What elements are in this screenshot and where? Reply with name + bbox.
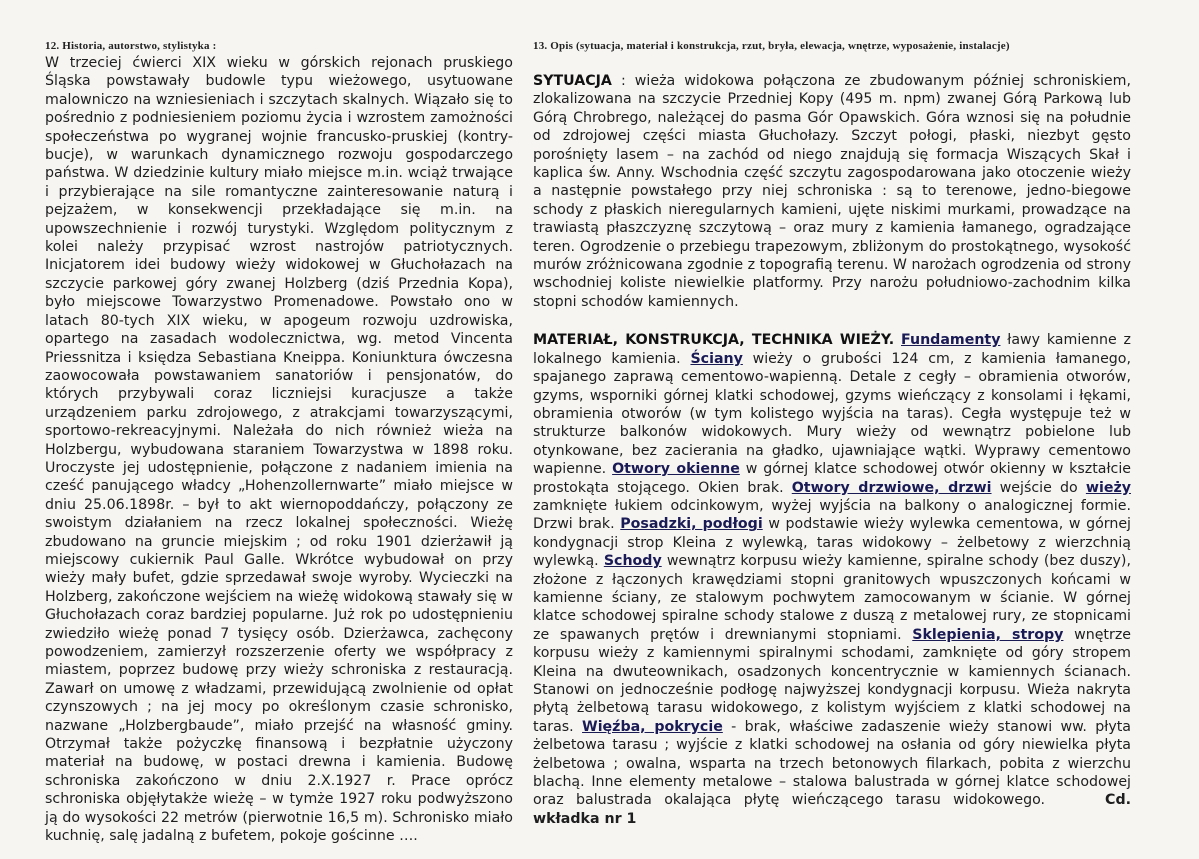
posadzki-text: w podstawie wieży wylewka cementowa, w górnej kondygnacji strop Kleina z wylewką, taras widokowy – żelbetowy z wierzchnią wylewką. xyxy=(533,516,1132,570)
posadzki-label: Posadzki, podłogi xyxy=(620,516,763,533)
otwory-drzwiowe-text-1: wejście do xyxy=(991,479,1086,496)
wiezba-label: Więźba, pokrycie xyxy=(582,718,723,735)
sciany-text: wieży o grubości 124 cm, z kamienia łamanego, spajanego zaprawą cementowo-wapienną. Detale z cegły – obramienia otworów, gzyms, wsporniki górnej klatki schodowej, gzyms wieńczący z konsolami i łękami, obramienia otworów (w tym kolistego wyjścia na taras). Cegła występuje też w strukturze balkonów widokowych. Mury wieży od wewnątrz pobielone lub otynkowane, bez zacierania na gładko, ujawniające wątki. Wyprawy cementowo wapienne. xyxy=(533,350,1131,478)
sklepienia-text: wnętrze korpusu wieży z kamiennymi spiralnymi schodami, zamknięte od góry stropem Kleina na dwuteownikach, osadzonych koncentrycznie w kamiennych ścianach. Stanowi on jednocześnie podłogę najwyższej kondygnacji korpusu. Wieża nakryta płytą żelbetową tarasu widokowego, z kolistym wyjściem z klatki schodowej na taras. xyxy=(533,626,1131,735)
otwory-okienne-label: Otwory okienne xyxy=(612,461,740,478)
material-paragraph xyxy=(533,331,1131,828)
section-12-body: W trzeciej ćwierci XIX wieku w górskich rejonach pruskiego Śląska powstawały budowle typu wieżowego, usytuowane malowniczo na wzniesieniach i szczytach skalnych. Wiązało się to pośrednio z podniesieniem poziomu życia i wzrostem zamożności społeczeństwa po wygranej wojnie francusko-pruskiej (kontry-bucje), w warunkach dynamicznego rozwoju gospodarczego państwa. W dziedzinie kultury miało miejsce m.in. wciąż trwające i przybierające na sile romantyczne zainteresowanie naturą i pejzażem, w konsekwencji przekładające się m.in. na upowszechnienie i rozwój turystyki. Względom politycznym z kolei należy przypisać wzrost nastrojów patriotycznych. Inicjatorem idei budowy wieży widokowej w Głuchołazach na szczycie parkowej góry zwanej Holzberg (dziś Przednia Kopa), było miejscowe Towarzystwo Promenadowe. Powstało ono w latach 80-tych XIX wieku, w apogeum rozwoju uzdrowiska, opartego na zasadach wodolecznictwa, wg. metod Vincenta Priessnitza i księdza Sebastiana Kneippa. Koniunktura ówczesna zaowocowała powstawaniem sanatoriów i pensjonatów, do których przybywali coraz liczniejsi kuracjusze a także urządzeniem parku zdrojowego, z atrakcjami towarzyszącymi, sportowo-rekreacyjnymi. Należała do nich również wieża na Holzbergu, wybudowana staraniem Towarzystwa w 1898 roku. Uroczyste jej udostępnienie, połączone z nadaniem imienia na cześć panującego władcy „Hohenzollernwarte” miało miejsce w dniu 25.06.1898r. – był to akt wiernopoddańczy, połączony ze swoistym działaniem na rzecz lokalnej społeczności. Wieżę zbudowano na gruncie miejskim ; od roku 1901 dzierżawił ją miejscowy cukiernik Paul Galle. Wkrótce wybudował on przy wieży mały bufet, gdzie sprzedawał swoje wyroby. Wycieczki na Holzberg, zakończone wejściem na wieżę widokową stawały się w Głuchołazach coraz bardziej popularne. Już rok po udostępnieniu zwiedziło wieżę ponad 7 tysięcy osób. Dzierżawca, zachęcony powodzeniem, zamierzył rozszerzenie oferty we współpracy z miastem, poprzez budowę przy wieży schroniska z restauracją. Zawarł on umowę z władzami, przewidującą zwolnienie od opłat czynszowych ; na jej mocy po określonym czasie schronisko, nazwane „Holzbergbaude”, miało przejść na własność gminy. Otrzymał także pożyczkę finansową i bezpłatnie użyczony materiał na budowę, w postaci drewna i kamienia. Budowę schroniska zakończono w dniu 2.X.1927 r. Prace oprócz schroniska objęłytakże wieżę – w tymże 1927 roku podwyższono ją do wysokości 22 metrów (pierwotnie 16,5 m). Schronisko miało kuchnię, salę jadalną z bufetem, pokoje gościnne …. xyxy=(45,55,513,845)
otwory-drzwiowe-text-2: zamknięte łukiem odcinkowym, wyżej wyjścia na balkony o analogicznej formie. Drzwi brak. xyxy=(533,497,1131,533)
schody-text: wewnątrz korpusu wieży kamienne, spiralne schody (bez duszy), złożone z łączonych krawędziami stopni granitowych wpuszczonych końcami w kamienne ściany, ze stalowym pochwytem zamocowanym w ścianie. W górnej klatce schodowej spiralne schody stalowe z duszą z metalowej rury, ze stopnicami ze spawanych prętów i drewnianymi stopniami. xyxy=(533,553,1131,643)
sytuacja-text: : wieża widokowa połączona ze zbudowanym później schroniskiem, zlokalizowana na szczycie Przedniej Kopy (495 m. npm) zwanej Górą Parkową lub Górą Chrobrego, należącej do pasma Gór Opawskich. Góra wznosi się na południe od zdrojowej części miasta Głuchołazy. Szczyt połogi, płaski, niezbyt gęsto porośnięty lasem – na zachód od niego znajdują się formacja Wiszących Skał i kaplica św. Anny. Wschodnia część szczytu zagospodarowana jako otoczenie wieży a następnie powstałego przy niej schroniska : są to terenowe, jedno-biegowe schody z płaskich nieregularnych kamieni, ujęte niskimi murkami, prowadzące na trawiastą płaszczyznę szczytową – oraz mury z kamienia łamanego, ogradzające teren. Ogrodzenie o przebiegu trapezowym, zbliżonym do prostokątnego, wysokość murów zróżnicowana zgodnie z topografią terenu. W narożach ogrodzenia od strony wschodniej koliste niewielkie platformy. Przy narożu południowo-zachodnim kilka stopni schodów kamiennych. xyxy=(533,73,1131,310)
material-label: MATERIAŁ, KONSTRUKCJA, TECHNIKA WIEŻY. xyxy=(533,332,895,349)
wiezba-text: - brak, właściwe zadaszenie wieży stanowi ww. płyta żelbetowa tarasu ; wyjście z klatki schodowej na osłania od góry niewielka płyta żelbetowa ; owalna, wsparta na trzech betonowych filarkach, pobita z wierzchu blachą. Inne elementy metalowe – stalowa balustrada w górnej klatce schodowej oraz balustrada okalająca płytę wieńczącego tarasu widokowego. xyxy=(533,718,1131,809)
wiezy-underlined: wieży xyxy=(1085,479,1131,496)
section-12 xyxy=(45,40,513,845)
otwory-drzwiowe-label: Otwory drzwiowe, drzwi xyxy=(791,479,992,496)
section-13-heading: 13. Opis (sytuacja, materiał i konstrukcja, rzut, bryła, elewacja, wnętrze, wyposażenie, instalacje) xyxy=(533,40,1010,52)
sytuacja-label: SYTUACJA xyxy=(533,73,612,89)
sciany-label: Ściany xyxy=(690,350,743,367)
otwory-okienne-text: w górnej klatce schodowej otwór okienny w kształcie prostokąta stojącego. Okien brak. xyxy=(533,461,1132,496)
continuation-note: Cd. wkładka nr 1 xyxy=(533,792,1131,827)
section-12-heading: 12. Historia, autorstwo, stylistyka : xyxy=(45,40,217,52)
sklepienia-label: Sklepienia, stropy xyxy=(912,626,1064,643)
fundamenty-label: Fundamenty xyxy=(901,332,1001,349)
schody-label: Schody xyxy=(603,553,662,570)
sytuacja-paragraph xyxy=(533,72,1131,311)
section-13 xyxy=(533,40,1131,828)
fundamenty-text: ławy kamienne z lokalnego kamienia. xyxy=(533,332,1131,367)
